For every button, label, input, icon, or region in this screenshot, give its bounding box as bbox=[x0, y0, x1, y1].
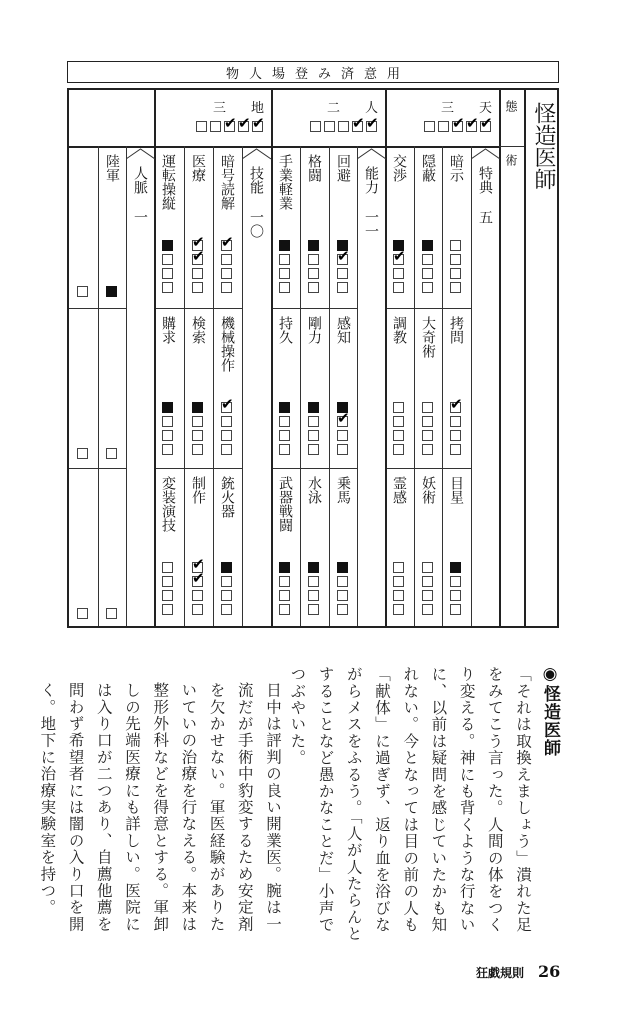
col-line bbox=[357, 146, 358, 626]
category-value-heaven: 五 bbox=[477, 210, 493, 224]
group-level-human: 二 bbox=[327, 101, 341, 116]
empty-box-icon[interactable] bbox=[338, 121, 349, 132]
empty-box-icon[interactable] bbox=[106, 608, 117, 619]
empty-box-icon[interactable] bbox=[393, 604, 404, 615]
skill-boxes bbox=[337, 240, 348, 293]
empty-box-icon[interactable] bbox=[308, 604, 319, 615]
check-mark-icon: ✔ bbox=[352, 114, 365, 132]
skill-boxes bbox=[393, 240, 404, 293]
skill-name: 武器戦闘 bbox=[277, 476, 293, 532]
skill-boxes bbox=[192, 233, 205, 293]
col-line bbox=[242, 146, 243, 626]
empty-box-icon[interactable] bbox=[450, 604, 461, 615]
check-mark-icon: ✔ bbox=[224, 114, 237, 132]
empty-box-icon[interactable] bbox=[308, 444, 319, 455]
check-mark-icon[interactable] bbox=[337, 247, 350, 265]
empty-box-icon[interactable] bbox=[192, 444, 203, 455]
empty-box-icon[interactable] bbox=[210, 121, 221, 132]
check-mark-icon[interactable] bbox=[192, 247, 205, 265]
connection-box bbox=[77, 608, 88, 619]
skill-boxes bbox=[422, 240, 433, 293]
empty-box-icon[interactable] bbox=[337, 430, 348, 441]
skill-boxes bbox=[422, 402, 433, 455]
check-mark-icon[interactable] bbox=[221, 395, 234, 413]
check-mark-icon: ✔ bbox=[192, 569, 205, 587]
skill-name: 大奇術 bbox=[420, 316, 436, 358]
empty-box-icon[interactable] bbox=[162, 430, 173, 441]
empty-box-icon[interactable] bbox=[162, 590, 173, 601]
empty-box-icon[interactable] bbox=[162, 562, 173, 573]
empty-box-icon[interactable] bbox=[422, 562, 433, 573]
row-divider-2-heaven bbox=[386, 468, 472, 469]
empty-box-icon[interactable] bbox=[422, 590, 433, 601]
empty-box-icon[interactable] bbox=[77, 448, 88, 459]
group-level-earth: 三 bbox=[213, 101, 227, 116]
skill-name: 銃火器 bbox=[219, 476, 235, 518]
check-mark-icon: ✔ bbox=[450, 395, 463, 413]
empty-box-icon[interactable] bbox=[324, 121, 335, 132]
check-mark-icon: ✔ bbox=[337, 409, 350, 427]
empty-box-icon[interactable] bbox=[308, 416, 319, 427]
col-line bbox=[471, 146, 472, 626]
empty-box-icon[interactable] bbox=[308, 576, 319, 587]
empty-box-icon[interactable] bbox=[308, 430, 319, 441]
filled-box-icon[interactable] bbox=[337, 562, 348, 573]
empty-box-icon[interactable] bbox=[310, 121, 321, 132]
check-mark-icon: ✔ bbox=[337, 247, 350, 265]
skill-boxes bbox=[221, 562, 232, 615]
row-divider-1-human bbox=[272, 308, 358, 309]
filled-box-icon[interactable] bbox=[279, 562, 290, 573]
skill-name: 医療 bbox=[190, 154, 206, 182]
skill-name: 霊感 bbox=[391, 476, 407, 504]
category-value-human: 一一 bbox=[363, 210, 379, 238]
col-line bbox=[126, 146, 127, 626]
check-mark-icon: ✔ bbox=[221, 233, 234, 251]
filled-box-icon[interactable] bbox=[162, 240, 173, 251]
bracket-icon bbox=[357, 148, 386, 160]
empty-box-icon[interactable] bbox=[337, 604, 348, 615]
empty-box-icon[interactable] bbox=[450, 576, 461, 587]
skill-boxes bbox=[393, 402, 404, 455]
skill-name: 妖術 bbox=[420, 476, 436, 504]
skill-name: 拷問 bbox=[448, 316, 464, 344]
empty-box-icon[interactable] bbox=[106, 448, 117, 459]
skill-name: 機械操作 bbox=[219, 316, 235, 372]
skill-boxes bbox=[279, 240, 290, 293]
empty-box-icon[interactable] bbox=[422, 444, 433, 455]
empty-box-icon[interactable] bbox=[279, 268, 290, 279]
skill-name: 制作 bbox=[190, 476, 206, 504]
empty-box-icon[interactable] bbox=[279, 282, 290, 293]
skill-boxes bbox=[162, 402, 173, 455]
check-mark-icon[interactable] bbox=[221, 233, 234, 251]
bracket-icon bbox=[126, 148, 155, 160]
group-divider bbox=[271, 90, 273, 626]
empty-box-icon[interactable] bbox=[221, 590, 232, 601]
col-line bbox=[329, 146, 330, 626]
skill-name: 格闘 bbox=[306, 154, 322, 182]
check-mark-icon: ✔ bbox=[192, 233, 205, 251]
empty-box-icon[interactable] bbox=[450, 254, 461, 265]
skill-boxes bbox=[221, 395, 234, 455]
skill-name: 隠蔽 bbox=[420, 154, 436, 182]
check-mark-icon[interactable] bbox=[192, 569, 205, 587]
check-mark-icon[interactable] bbox=[480, 114, 493, 132]
skill-name: 水泳 bbox=[306, 476, 322, 504]
bracket-icon bbox=[242, 148, 271, 160]
empty-box-icon[interactable] bbox=[162, 268, 173, 279]
skill-boxes bbox=[221, 233, 234, 293]
empty-box-icon[interactable] bbox=[221, 430, 232, 441]
empty-box-icon[interactable] bbox=[308, 282, 319, 293]
empty-box-icon[interactable] bbox=[162, 282, 173, 293]
skill-name: 持久 bbox=[277, 316, 293, 344]
empty-box-icon[interactable] bbox=[77, 286, 88, 297]
skill-name: 購求 bbox=[160, 316, 176, 344]
col-line bbox=[300, 146, 301, 626]
skill-name: 手業軽業 bbox=[277, 154, 293, 210]
empty-box-icon[interactable] bbox=[192, 416, 203, 427]
empty-box-icon[interactable] bbox=[77, 608, 88, 619]
class-name: 怪造医師 bbox=[531, 102, 556, 190]
skill-boxes bbox=[422, 562, 433, 615]
col-line bbox=[442, 146, 443, 626]
character-sheet bbox=[67, 88, 559, 628]
empty-box-icon[interactable] bbox=[450, 416, 461, 427]
empty-box-icon[interactable] bbox=[393, 444, 404, 455]
skill-boxes bbox=[450, 562, 461, 615]
skill-boxes bbox=[450, 395, 463, 455]
connection-box bbox=[106, 448, 117, 459]
row-divider-2-human bbox=[272, 468, 358, 469]
check-mark-icon[interactable] bbox=[352, 114, 365, 132]
check-mark-icon[interactable] bbox=[224, 114, 237, 132]
description-paragraph-2: 日中は評判の良い開業医。腕は一流だが手術中豹変するため安定剤を欠かせない。軍医経験がありたいていの治療を行なえる。本来は整形外科などを得意とする。軍卸しの先端医療にも詳しい。医院には入り口が二つあり、自薦他薦を問わず希望者には闇の入り口を開く。地下に治療実験室を持つ。 bbox=[38, 682, 282, 933]
filled-box-icon[interactable] bbox=[308, 240, 319, 251]
check-mark-icon: ✔ bbox=[452, 114, 465, 132]
filled-box-icon[interactable] bbox=[308, 562, 319, 573]
skill-boxes bbox=[450, 240, 461, 293]
empty-box-icon[interactable] bbox=[422, 254, 433, 265]
row-divider-2-earth bbox=[155, 468, 243, 469]
attitude-label: 態 bbox=[504, 100, 518, 112]
empty-box-icon[interactable] bbox=[192, 268, 203, 279]
group-level-boxes-earth bbox=[185, 114, 265, 132]
group-level-boxes-human bbox=[299, 114, 379, 132]
empty-box-icon[interactable] bbox=[308, 254, 319, 265]
col-line bbox=[213, 146, 214, 626]
skill-boxes bbox=[308, 402, 319, 455]
group-divider bbox=[154, 90, 156, 626]
skill-boxes bbox=[162, 562, 173, 615]
check-mark-icon: ✔ bbox=[466, 114, 479, 132]
filled-box-icon[interactable] bbox=[192, 402, 203, 413]
row-divider-1-earth bbox=[155, 308, 243, 309]
group-divider bbox=[385, 90, 387, 626]
page-number: 26 bbox=[538, 962, 561, 981]
empty-box-icon[interactable] bbox=[279, 604, 290, 615]
skill-boxes bbox=[279, 402, 290, 455]
skill-boxes bbox=[308, 562, 319, 615]
connection-box bbox=[77, 448, 88, 459]
empty-box-icon[interactable] bbox=[162, 444, 173, 455]
empty-box-icon[interactable] bbox=[162, 604, 173, 615]
empty-box-icon[interactable] bbox=[422, 402, 433, 413]
check-mark-icon[interactable] bbox=[366, 114, 379, 132]
sheet-title: 物人場登み済意用 bbox=[67, 61, 559, 83]
empty-box-icon[interactable] bbox=[279, 416, 290, 427]
skill-name: 剛力 bbox=[306, 316, 322, 344]
empty-box-icon[interactable] bbox=[279, 430, 290, 441]
empty-box-icon[interactable] bbox=[393, 402, 404, 413]
empty-box-icon[interactable] bbox=[422, 604, 433, 615]
empty-box-icon[interactable] bbox=[162, 416, 173, 427]
category-label-earth: 技能 bbox=[248, 166, 264, 194]
group-divider bbox=[524, 90, 526, 626]
category-value-earth: 一〇 bbox=[248, 210, 264, 238]
empty-box-icon[interactable] bbox=[393, 576, 404, 587]
empty-box-icon[interactable] bbox=[450, 240, 461, 251]
col-line bbox=[414, 146, 415, 626]
empty-box-icon[interactable] bbox=[422, 416, 433, 427]
skill-name: 変装演技 bbox=[160, 476, 176, 532]
empty-box-icon[interactable] bbox=[308, 268, 319, 279]
skill-name: 暗号読解 bbox=[219, 154, 235, 210]
empty-box-icon[interactable] bbox=[422, 282, 433, 293]
empty-box-icon[interactable] bbox=[162, 254, 173, 265]
check-mark-icon[interactable] bbox=[393, 247, 406, 265]
skill-name: 交渉 bbox=[391, 154, 407, 182]
check-mark-icon: ✔ bbox=[252, 114, 265, 132]
empty-box-icon[interactable] bbox=[422, 430, 433, 441]
check-mark-icon: ✔ bbox=[480, 114, 493, 132]
technique-label: 術 bbox=[504, 154, 518, 166]
skill-boxes bbox=[162, 240, 173, 293]
empty-box-icon[interactable] bbox=[450, 444, 461, 455]
skill-name: 暗示 bbox=[448, 154, 464, 182]
empty-box-icon[interactable] bbox=[221, 604, 232, 615]
empty-box-icon[interactable] bbox=[192, 590, 203, 601]
skill-name: 回避 bbox=[335, 154, 351, 182]
skill-name: 検索 bbox=[190, 316, 206, 344]
skill-boxes bbox=[192, 402, 203, 455]
empty-box-icon[interactable] bbox=[221, 576, 232, 587]
group-level-heaven: 三 bbox=[441, 101, 455, 116]
connection-box bbox=[106, 286, 117, 297]
attitude-divider bbox=[499, 146, 524, 147]
empty-box-icon[interactable] bbox=[221, 444, 232, 455]
filled-box-icon[interactable] bbox=[162, 402, 173, 413]
filled-box-icon[interactable] bbox=[422, 240, 433, 251]
filled-box-icon[interactable] bbox=[308, 402, 319, 413]
bracket-icon bbox=[471, 148, 500, 160]
empty-box-icon[interactable] bbox=[337, 282, 348, 293]
empty-box-icon[interactable] bbox=[393, 268, 404, 279]
empty-box-icon[interactable] bbox=[393, 430, 404, 441]
skill-name: 感知 bbox=[335, 316, 351, 344]
empty-box-icon[interactable] bbox=[450, 282, 461, 293]
skill-boxes bbox=[393, 562, 404, 615]
skill-boxes bbox=[337, 402, 348, 455]
check-mark-icon[interactable] bbox=[252, 114, 265, 132]
check-mark-icon: ✔ bbox=[221, 395, 234, 413]
empty-box-icon[interactable] bbox=[162, 576, 173, 587]
group-level-boxes-heaven bbox=[413, 114, 493, 132]
filled-box-icon[interactable] bbox=[279, 240, 290, 251]
skill-name: 調教 bbox=[391, 316, 407, 344]
empty-box-icon[interactable] bbox=[450, 268, 461, 279]
connection-box bbox=[106, 608, 117, 619]
page-footer bbox=[476, 962, 560, 981]
skill-name: 運転操縦 bbox=[160, 154, 176, 210]
empty-box-icon[interactable] bbox=[450, 430, 461, 441]
check-mark-icon: ✔ bbox=[366, 114, 379, 132]
empty-box-icon[interactable] bbox=[337, 590, 348, 601]
category-value-connections: 一 bbox=[132, 210, 148, 224]
description-paragraph-1: 「それは取換えましょう」潰れた足をみてこう言った。人間の体をつくり変える。神にも背くような行ないに、以前は疑問を感じていたかも知れない。今となっては目の前の人も「献体」に過ぎず、返り血を浴びながらメスをふるう。「人が人たらんとすることなど愚かなことだ」小声でつぶやいた。 bbox=[288, 666, 532, 943]
empty-box-icon[interactable] bbox=[196, 121, 207, 132]
empty-box-icon[interactable] bbox=[279, 444, 290, 455]
filled-box-icon[interactable] bbox=[106, 286, 117, 297]
category-label-heaven: 特典 bbox=[477, 166, 493, 194]
empty-box-icon[interactable] bbox=[308, 590, 319, 601]
skill-name: 目星 bbox=[448, 476, 464, 504]
book-title: 狂戯規則 bbox=[476, 966, 525, 980]
empty-box-icon[interactable] bbox=[393, 590, 404, 601]
col-line bbox=[98, 146, 99, 626]
empty-box-icon[interactable] bbox=[393, 562, 404, 573]
empty-box-icon[interactable] bbox=[279, 576, 290, 587]
empty-box-icon[interactable] bbox=[221, 282, 232, 293]
empty-box-icon[interactable] bbox=[393, 416, 404, 427]
skill-boxes bbox=[192, 555, 205, 615]
empty-box-icon[interactable] bbox=[192, 604, 203, 615]
empty-box-icon[interactable] bbox=[279, 254, 290, 265]
row-divider-1-heaven bbox=[386, 308, 472, 309]
skill-name: 乗馬 bbox=[335, 476, 351, 504]
skill-boxes bbox=[279, 562, 290, 615]
check-mark-icon[interactable] bbox=[337, 409, 350, 427]
group-label-heaven: 天 bbox=[479, 101, 493, 116]
description-heading: ◉怪造医師 bbox=[540, 664, 560, 757]
check-mark-icon[interactable] bbox=[452, 114, 465, 132]
skill-boxes bbox=[308, 240, 319, 293]
col-line bbox=[184, 146, 185, 626]
group-divider bbox=[499, 90, 501, 626]
empty-box-icon[interactable] bbox=[279, 590, 290, 601]
empty-box-icon[interactable] bbox=[450, 590, 461, 601]
filled-box-icon[interactable] bbox=[221, 562, 232, 573]
empty-box-icon[interactable] bbox=[424, 121, 435, 132]
check-mark-icon: ✔ bbox=[393, 247, 406, 265]
group-label-human: 人 bbox=[365, 101, 379, 116]
empty-box-icon[interactable] bbox=[337, 268, 348, 279]
connection-box bbox=[77, 286, 88, 297]
connection-name: 陸軍 bbox=[104, 154, 120, 182]
check-mark-icon: ✔ bbox=[192, 555, 205, 573]
empty-box-icon[interactable] bbox=[422, 576, 433, 587]
category-label-human: 能力 bbox=[363, 166, 379, 194]
group-label-earth: 地 bbox=[251, 101, 265, 116]
empty-box-icon[interactable] bbox=[221, 268, 232, 279]
empty-box-icon[interactable] bbox=[337, 444, 348, 455]
filled-box-icon[interactable] bbox=[450, 562, 461, 573]
empty-box-icon[interactable] bbox=[422, 268, 433, 279]
check-mark-icon: ✔ bbox=[192, 247, 205, 265]
check-mark-icon[interactable] bbox=[450, 395, 463, 413]
empty-box-icon[interactable] bbox=[438, 121, 449, 132]
empty-box-icon[interactable] bbox=[192, 430, 203, 441]
empty-box-icon[interactable] bbox=[221, 254, 232, 265]
filled-box-icon[interactable] bbox=[279, 402, 290, 413]
skill-boxes bbox=[337, 562, 348, 615]
check-mark-icon[interactable] bbox=[466, 114, 479, 132]
empty-box-icon[interactable] bbox=[393, 282, 404, 293]
empty-box-icon[interactable] bbox=[337, 576, 348, 587]
check-mark-icon[interactable] bbox=[238, 114, 251, 132]
category-label-connections: 人脈 bbox=[132, 166, 148, 194]
empty-box-icon[interactable] bbox=[221, 416, 232, 427]
empty-box-icon[interactable] bbox=[192, 282, 203, 293]
check-mark-icon: ✔ bbox=[238, 114, 251, 132]
